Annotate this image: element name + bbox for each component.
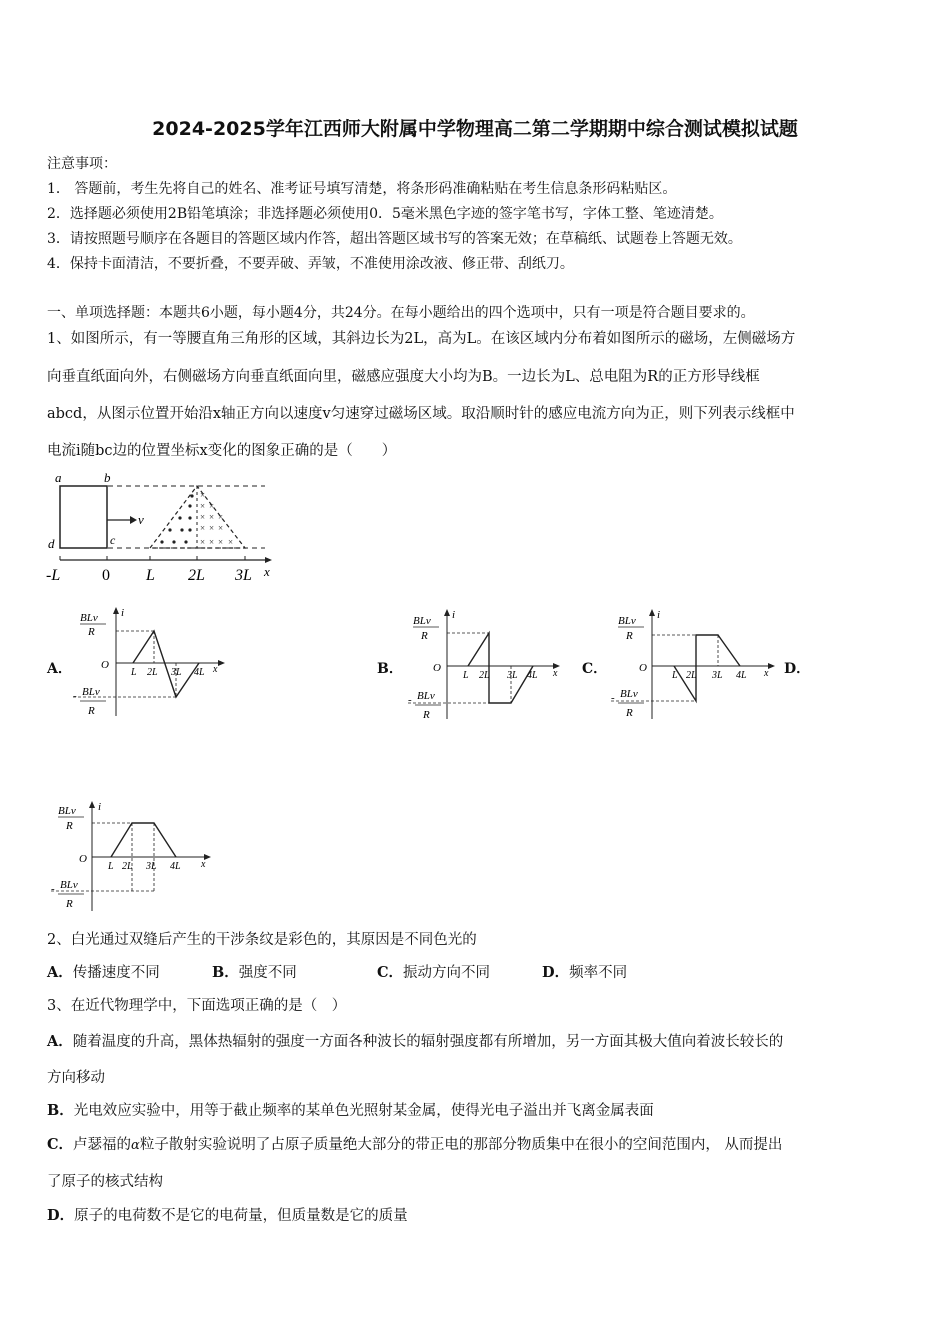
graph-num-label: BLv bbox=[413, 615, 431, 627]
q3-option-c: C．卢瑟福的α粒子散射实验说明了占原子质量绝大部分的带正电的那部分物质集中在很小的空间范围内， 从而提出 bbox=[47, 1136, 783, 1153]
graph-curve bbox=[674, 635, 740, 701]
q3-option-a-cont: 方向移动 bbox=[47, 1070, 105, 1086]
q2-option-d: D．频率不同 bbox=[542, 964, 628, 981]
svg-text:×: × bbox=[200, 537, 206, 547]
option-b-label: B． bbox=[377, 661, 403, 677]
graph-den-label: R bbox=[66, 898, 73, 910]
svg-text:×: × bbox=[209, 501, 215, 511]
graph-den-label: R bbox=[88, 705, 95, 717]
graph-x-label: x bbox=[553, 668, 558, 679]
graph-tick: 3L bbox=[712, 670, 723, 681]
q2-option-c: C．振动方向不同 bbox=[377, 964, 491, 981]
svg-text:×: × bbox=[218, 523, 224, 533]
graph-i-label: i bbox=[98, 801, 102, 813]
axis-tick-label: 2L bbox=[188, 567, 205, 584]
graph-origin-label: O bbox=[79, 853, 87, 865]
q3-option-c-cont: 了原子的核式结构 bbox=[47, 1174, 163, 1190]
graph-origin-label: O bbox=[639, 662, 647, 674]
graph-den-label: R bbox=[626, 630, 633, 642]
graph-tick: 3L bbox=[171, 667, 182, 678]
q2-stem: 2、白光通过双缝后产生的干涉条纹是彩色的，其原因是不同色光的 bbox=[47, 932, 477, 948]
notice-item: 3．请按照题号顺序在各题目的答题区域内作答，超出答题区域书写的答案无效；在草稿纸、试题卷上答题无效。 bbox=[47, 231, 742, 247]
graph-tick: 2L bbox=[686, 670, 697, 681]
section-heading: 一、单项选择题：本题共6小题，每小题4分，共24分。在每小题给出的四个选项中，只有一项是符合题目要求的。 bbox=[47, 305, 755, 321]
q1-stem-line: 1、如图所示，有一等腰直角三角形的区域，其斜边长为2L，高为L。在该区域内分布着如图所示的磁场，左侧磁场方 bbox=[47, 331, 796, 347]
graph-den-label: R bbox=[88, 626, 95, 638]
corner-label: c bbox=[110, 533, 116, 547]
graph-neg-label: - bbox=[51, 883, 55, 895]
svg-text:×: × bbox=[209, 537, 215, 547]
graph-tick: 4L bbox=[736, 670, 747, 681]
notice-item: 2．选择题必须使用2B铅笔填涂；非选择题必须使用0．5毫米黑色字迹的签字笔书写，字体工整、笔迹清楚。 bbox=[47, 206, 723, 222]
q1-stem-line: 电流i随bc边的位置坐标x变化的图象正确的是（ ） bbox=[47, 443, 397, 459]
graph-tick: 3L bbox=[507, 670, 518, 681]
q3-option-a: A．随着温度的升高，黑体热辐射的强度一方面各种波长的辐射强度都有所增加，另一方面其极大值向着波长较长的 bbox=[47, 1033, 784, 1050]
svg-text:×: × bbox=[200, 523, 206, 533]
axis-tick-label: L bbox=[146, 567, 155, 584]
graph-x-label: x bbox=[213, 664, 218, 675]
q1-stem-line: abcd，从图示位置开始沿x轴正方向以速度v匀速穿过磁场区域。取沿顺时针的感应电流方向为正，则下列表示线框中 bbox=[47, 406, 795, 422]
graph-x-label: x bbox=[764, 668, 769, 679]
corner-label: b bbox=[104, 470, 111, 485]
graph-den-label: R bbox=[66, 820, 73, 832]
graph-origin-label: O bbox=[433, 662, 441, 674]
graph-tick: 4L bbox=[527, 670, 538, 681]
graph-i-label: i bbox=[657, 609, 661, 621]
option-d-label: D． bbox=[784, 661, 811, 677]
graph-option-c bbox=[606, 604, 778, 722]
svg-text:×: × bbox=[200, 501, 206, 511]
graph-tick: L bbox=[108, 861, 114, 872]
page-title: 2024-2025学年江西师大附属中学物理高二第二学期期中综合测试模拟试题 bbox=[152, 118, 798, 140]
axis-tick-label: 0 bbox=[102, 567, 110, 584]
graph-tick: L bbox=[463, 670, 469, 681]
svg-text:×: × bbox=[200, 512, 206, 522]
notice-item: 1． 答题前，考生先将自己的姓名、准考证号填写清楚，将条形码准确粘贴在考生信息条形码粘贴区。 bbox=[47, 181, 677, 197]
q1-figure bbox=[40, 468, 280, 586]
graph-tick: 2L bbox=[479, 670, 490, 681]
wire-loop bbox=[60, 486, 107, 548]
svg-text:×: × bbox=[228, 537, 234, 547]
graph-num-label: BLv bbox=[417, 690, 435, 702]
graph-tick: 3L bbox=[146, 861, 157, 872]
graph-den-label: R bbox=[626, 707, 633, 719]
q2-option-b: B．强度不同 bbox=[212, 964, 297, 981]
svg-text:×: × bbox=[209, 512, 215, 522]
axis-tick-label: 3L bbox=[235, 567, 252, 584]
graph-num-label: BLv bbox=[82, 686, 100, 698]
notice-item: 4．保持卡面清洁，不要折叠，不要弄破、弄皱，不准使用涂改液、修正带、刮纸刀。 bbox=[47, 256, 574, 272]
field-crosses bbox=[200, 490, 233, 547]
graph-option-a bbox=[68, 604, 228, 719]
graph-tick: 2L bbox=[147, 667, 158, 678]
svg-text:×: × bbox=[218, 512, 224, 522]
graph-tick: L bbox=[672, 670, 678, 681]
graph-neg-label: - bbox=[73, 690, 77, 702]
q3-option-d: D．原子的电荷数不是它的电荷量，但质量数是它的质量 bbox=[47, 1207, 408, 1224]
field-dots bbox=[160, 494, 193, 543]
graph-origin-label: O bbox=[101, 659, 109, 671]
graph-tick: 4L bbox=[194, 667, 205, 678]
graph-num-label: BLv bbox=[80, 612, 98, 624]
graph-neg-label: - bbox=[611, 692, 615, 704]
graph-i-label: i bbox=[452, 609, 456, 621]
graph-den-label: R bbox=[421, 630, 428, 642]
graph-num-label: BLv bbox=[618, 615, 636, 627]
graph-tick: 2L bbox=[122, 861, 133, 872]
graph-curve bbox=[111, 823, 176, 857]
corner-label: a bbox=[55, 470, 62, 485]
axis-label: x bbox=[264, 564, 270, 579]
graph-tick: 4L bbox=[170, 861, 181, 872]
option-c-label: C． bbox=[582, 661, 608, 677]
axis-tick-label: -L bbox=[46, 567, 61, 584]
graph-tick: L bbox=[131, 667, 137, 678]
svg-text:×: × bbox=[209, 523, 215, 533]
graph-x-label: x bbox=[201, 859, 206, 870]
graph-num-label: BLv bbox=[620, 688, 638, 700]
q3-option-b: B．光电效应实验中，用等于截止频率的某单色光照射某金属，使得光电子溢出并飞离金属表面 bbox=[47, 1102, 654, 1119]
svg-text:×: × bbox=[218, 537, 224, 547]
q3-stem: 3、在近代物理学中，下面选项正确的是（ ） bbox=[47, 998, 347, 1014]
graph-i-label: i bbox=[121, 607, 125, 619]
graph-curve bbox=[133, 631, 199, 697]
graph-num-label: BLv bbox=[60, 879, 78, 891]
q2-option-a: A．传播速度不同 bbox=[47, 964, 160, 981]
svg-text:×: × bbox=[200, 490, 206, 500]
graph-den-label: R bbox=[423, 709, 430, 721]
option-a-label: A． bbox=[47, 661, 72, 677]
q1-stem-line: 向垂直纸面向外，右侧磁场方向垂直纸面向里，磁感应强度大小均为B。一边长为L、总电阻为R的正方形导线框 bbox=[47, 369, 760, 385]
graph-neg-label: - bbox=[408, 694, 412, 706]
graph-option-d bbox=[46, 796, 218, 914]
notice-heading: 注意事项： bbox=[47, 156, 117, 172]
graph-curve bbox=[468, 633, 533, 703]
graph-option-b bbox=[403, 604, 573, 722]
velocity-label: v bbox=[138, 512, 144, 527]
corner-label: d bbox=[48, 536, 55, 551]
graph-num-label: BLv bbox=[58, 805, 76, 817]
